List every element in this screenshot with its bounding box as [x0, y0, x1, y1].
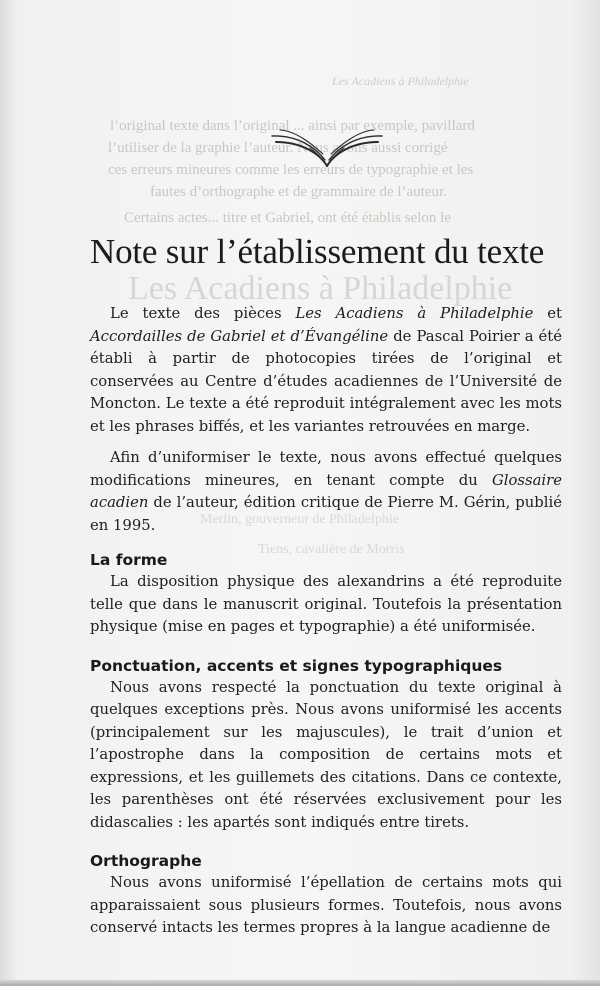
text-span: Le texte des pièces: [110, 305, 296, 322]
flourish-ornament-icon: [262, 126, 392, 170]
intro-paragraph: [90, 303, 562, 438]
text-span: de l’auteur, édition critique de Pierre M. Gérin, publié en 1995.: [90, 494, 562, 534]
bleed-through-running-header: Les Acadiens à Philadelphie: [332, 74, 469, 88]
page-title: Note sur l’établissement du texte: [90, 232, 545, 271]
section-heading: La forme: [90, 551, 168, 569]
play-title: Les Acadiens à Philadelphie: [295, 305, 534, 322]
page-edge: [0, 980, 600, 986]
play-title: Accordailles de Gabriel et d’Évangéline: [90, 327, 389, 345]
bleed-through-line: Merlin, gouverneur de Philadelphie: [200, 512, 400, 527]
text-span: de Pascal Poirier a été établi à partir de photocopies tirées de l’original et conservées au Centre d’études acadiennes de l’Université de Moncton. Le texte a été reproduit intégralement avec les mots et les phrases biffés, et les variantes retrouvées en marge.: [90, 327, 562, 435]
text-span: et: [533, 305, 562, 322]
text-span: Afin d’uniformiser le texte, nous avons effectué quelques modifications mineures, en tenant compte du: [90, 449, 562, 489]
intro-paragraph: [90, 447, 562, 537]
bleed-through-title: Les Acadiens à Philadelphie: [128, 270, 513, 307]
section-heading: Ponctuation, accents et signes typographiques: [90, 656, 503, 675]
section-paragraph: Nous avons respecté la ponctuation du texte original à quelques exceptions près. Nous avons uniformisé les accents (principalement sur les majuscules), le trait d’union et l’apostrophe dans la composition de certains mots et expressions, et les guillemets des citations. Dans ce contexte, les parenthèses ont été réservées exclusivement pour les didascalies : les apartés sont indiqués entre tirets.: [90, 678, 562, 831]
bleed-through-line: Certains actes... titre et Gabriel, ont été établis selon le: [124, 210, 451, 226]
main-text: [90, 303, 562, 940]
bleed-through-line: l’utiliser de la graphie l’auteur. Nous avons aussi corrigé: [108, 140, 448, 156]
work-title: Glossaire acadien: [90, 471, 562, 511]
section-paragraph: La disposition physique des alexandrins a été reproduite telle que dans le manuscrit original. Toutefois la présentation physique (mise en pages et typographie) a été uniformisée.: [90, 573, 562, 635]
bleed-through-line: fautes d’orthographe et de grammaire de l’auteur.: [150, 184, 447, 200]
section-heading: Orthographe: [90, 852, 202, 870]
bleed-through-line: ces erreurs mineures comme les erreurs de typographie et les: [108, 162, 474, 178]
bleed-through-line: l’original texte dans l’original ... ainsi par exemple, pavillard: [110, 118, 475, 134]
section-paragraph: Nous avons uniformisé l’épellation de certains mots qui apparaissaient sous plusieurs formes. Toutefois, nous avons conservé intacts les termes propres à la langue acadienne de: [90, 874, 562, 936]
bleed-through-line: Tiens, cavalière de Morris: [258, 542, 405, 557]
